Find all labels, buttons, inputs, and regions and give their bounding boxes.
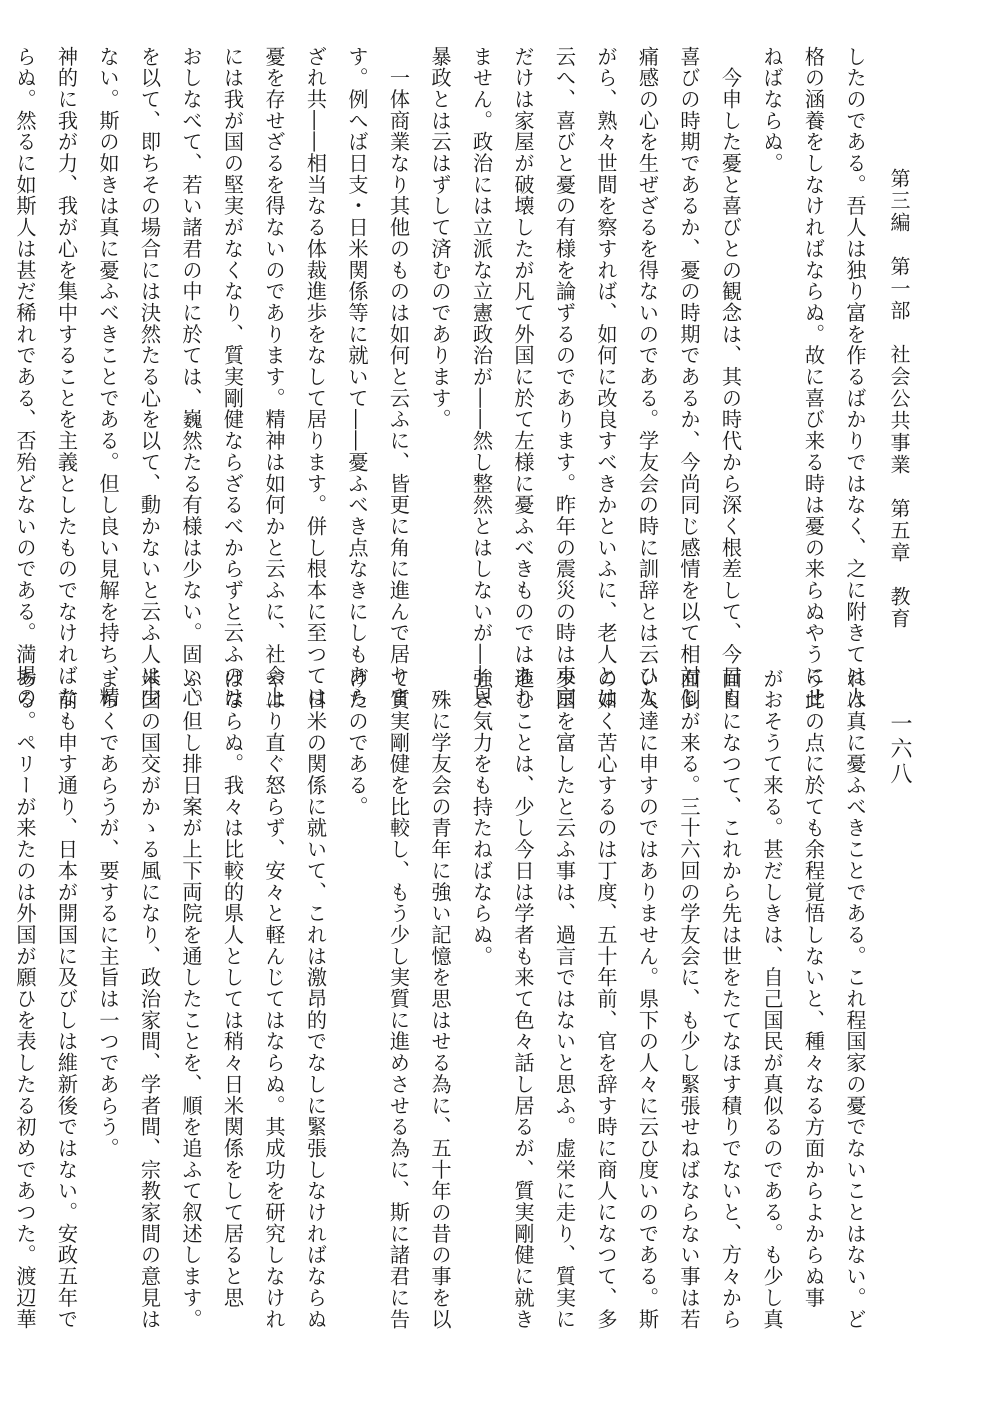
text-line: ない。斯の如きは真に憂ふべきことである。但し良い見解を持ち、精 bbox=[96, 46, 120, 708]
text-line: には我が国の堅実がなくなり、質実剛健ならざるべからずと云ふのは bbox=[220, 46, 245, 708]
text-line: す。例へば日支・日米関係等に就いて――憂ふべき点なきにしもあら bbox=[345, 46, 369, 708]
text-line: おしなべて、若い諸君の中に於ては、巍然たる有様は少ない。固い心 bbox=[179, 46, 203, 708]
text-line: 日米の関係に就いて、これは激昂的でなしに緊張しなければならぬ bbox=[303, 668, 328, 1330]
text-line: がおそうて来る。甚だしきは、自己国民が真似るのである。も少し真 bbox=[760, 668, 784, 1330]
upper-text-block bbox=[13, 46, 875, 708]
text-line: れは真に憂ふべきことである。これ程国家の憂でないことはない。ど bbox=[843, 668, 867, 1330]
text-line: ねばならぬ。 bbox=[760, 46, 784, 175]
text-line: 喜びの時期であるか、憂の時期であるか、今尚同じ感情を以て相対し bbox=[677, 46, 701, 708]
text-line: したのである。吾人は独り富を作るばかりではなく、之に附きては人 bbox=[843, 46, 867, 708]
text-line: だけは家屋が破壊したが凡て外国に於て左様に憂ふべきものではあり bbox=[511, 46, 535, 708]
text-line: 痛感の心を生ぜざるを得ないのである。学友会の時に訓辞とは云ひな bbox=[635, 46, 660, 708]
text-line: ばならぬ。我々は比較的県人としては稍々日米関係をして居ると思 bbox=[220, 668, 245, 1309]
text-line: 今申した憂と喜びとの観念は、其の時代から深く根差して、今日も bbox=[718, 46, 743, 708]
text-line: 面目になつて、これから先は世をたてなほす積りでないと、方々から bbox=[718, 668, 743, 1330]
text-line: の如く苦心するのは丁度、五十年前、官を辞す時に商人になつて、多 bbox=[594, 668, 618, 1330]
text-line: 面倒が来る。三十六回の学友会に、も少し緊張せねばならない事は若 bbox=[677, 668, 701, 1330]
text-line: 進むことは、少し今日は学者も来て色々話し居るが、質実剛健に就き bbox=[511, 668, 535, 1330]
text-line: がら、熟々世間を察すれば、如何に改良すべきかといふに、老人とは bbox=[594, 46, 618, 708]
text-line: ふ。但し排日案が上下両院を通したことを、順を追ふて叙述します。 bbox=[179, 668, 203, 1330]
text-line: やはり直ぐ怒らず、安々と軽んじてはならぬ。其成功を研究しなけれ bbox=[262, 668, 286, 1330]
text-line bbox=[0, 668, 4, 1318]
text-line: を以て、即ちその場合には決然たる心を以て、動かないと云ふ人は少 bbox=[137, 46, 162, 708]
text-line: ある。ペリーが来たのは外国が願ひを表したる初めであつた。渡辺華 bbox=[13, 668, 37, 1330]
text-line: らぬ。然るに如斯人は甚だ稀れである、否殆どないのである。満場の bbox=[13, 46, 37, 708]
text-line: 神的に我が力、我が心を集中することを主義としたものでなければな bbox=[54, 46, 79, 708]
text-line: 強き気力をも持たねばならぬ。 bbox=[469, 668, 494, 967]
text-line: 前も申す通り、日本が開国に及びしは維新後ではない。安政五年で bbox=[54, 668, 79, 1330]
text-line bbox=[0, 46, 4, 661]
text-line: まちくであらうが、要するに主旨は一つであらう。 bbox=[96, 668, 120, 1160]
text-line: 格の涵養をしなければならぬ。故に喜び来る時は憂の来らぬやうにせ bbox=[801, 46, 826, 708]
text-line: て質実剛健を比較し、もう少し実質に進めさせる為に、斯に諸君に告 bbox=[386, 668, 411, 1330]
text-line: 一体商業なり其他のものは如何と云ふに、皆更に角に進んで居りま bbox=[386, 46, 411, 708]
lower-text-block bbox=[13, 668, 875, 1330]
text-line: ません。政治には立派な立憲政治が――然し整然とはしないが――只 bbox=[469, 46, 494, 708]
page-number: 一六八 bbox=[887, 712, 912, 787]
text-line: い人達に申すのではありません。県下の人々に云ひ度いのである。斯 bbox=[635, 668, 660, 1330]
text-line: 殊に学友会の青年に強い記憶を思はせる為に、五十年の昔の事を以 bbox=[428, 668, 452, 1330]
text-line: 米国の国交がかゝる風になり、政治家間、学者間、宗教家間の意見は bbox=[137, 668, 162, 1330]
text-line: ざれ共――相当なる体裁進歩をなして居ります。併し根本に至つては bbox=[303, 46, 328, 708]
text-line: 云へ、喜びと憂の有様を論ずるのであります。昨年の震災の時は東京 bbox=[552, 46, 577, 708]
running-head: 第三編 第一部 社会公共事業 第五章 教育 bbox=[887, 168, 911, 630]
text-line: 憂を存せざるを得ないのであります。精神は如何かと云ふに、社会上 bbox=[262, 46, 286, 708]
text-line: 暴政とは云はずして済むのであります。 bbox=[428, 46, 452, 431]
text-line: げたのである。 bbox=[345, 668, 369, 818]
text-line: 少国を富したと云ふ事は、過言ではないと思ふ。虚栄に走り、質実に bbox=[552, 668, 577, 1330]
text-line: う此の点に於ても余程覚悟しないと、種々なる方面からよからぬ事 bbox=[801, 668, 826, 1309]
